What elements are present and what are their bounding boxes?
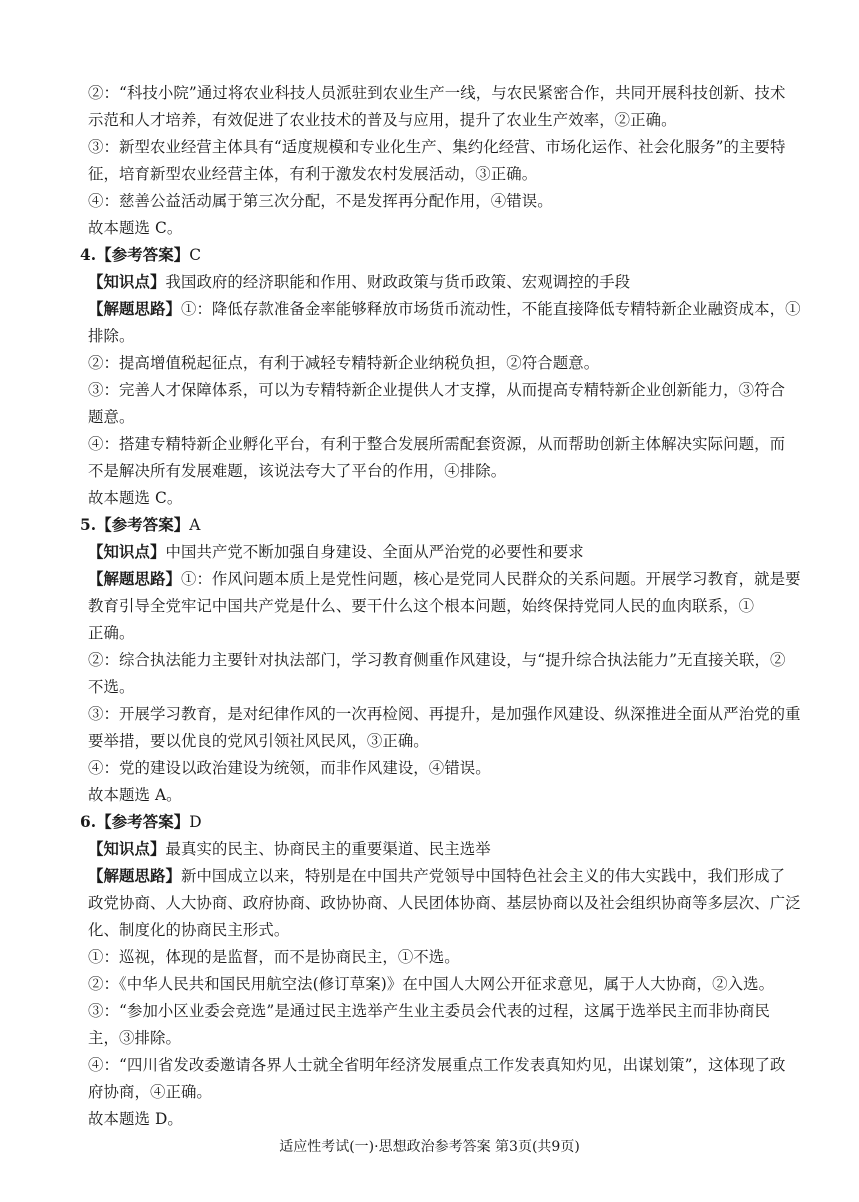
section-label: 【知识点】 — [88, 840, 166, 858]
text-line — [88, 785, 182, 805]
question-heading — [80, 245, 201, 265]
text-line — [88, 596, 754, 616]
text-line — [88, 407, 134, 427]
text-line — [88, 569, 801, 589]
label-text: 最真实的民主、协商民主的重要渠道、民主选举 — [165, 840, 491, 858]
text-line — [88, 218, 182, 238]
label-text: ①：降低存款准备金率能够释放市场货币流动性，不能直接降低专精特新企业融资成本，① — [180, 300, 801, 318]
text-line — [88, 650, 786, 670]
section-label: 【参考答案】 — [96, 516, 190, 534]
body-text: ②：《中华人民共和国民用航空法(修订草案)》在中国人大网公开征求意见，属于人大协商，②入选。 — [88, 975, 775, 993]
text-line — [88, 272, 630, 292]
label-text: 我国政府的经济职能和作用、财政政策与货币政策、宏观调控的手段 — [165, 273, 631, 291]
label-text: C — [189, 246, 202, 264]
body-text: ①：巡视，体现的是监督，而不是协商民主，①不选。 — [88, 948, 460, 966]
body-text: ③：“参加小区业委会竞选”是通过民主选举产生业主委员会代表的过程，这属于选举民主而非协商民 — [88, 1002, 771, 1020]
text-line — [88, 434, 785, 454]
text-line — [88, 758, 491, 778]
text-line — [88, 191, 553, 211]
body-text: 征，培育新型农业经营主体，有利于激发农村发展活动，③正确。 — [88, 165, 538, 183]
body-text: 政党协商、人大协商、政府协商、政协协商、人民团体协商、基层协商以及社会组织协商等多层次、广泛 — [88, 894, 801, 912]
text-line — [88, 164, 537, 184]
body-text: 故本题选 C。 — [88, 219, 183, 237]
text-line — [88, 1082, 212, 1102]
section-label: 【解题思路】 — [88, 867, 181, 885]
section-label: 【参考答案】 — [96, 813, 190, 831]
text-line — [88, 677, 134, 697]
body-text: 主，③排除。 — [88, 1029, 181, 1047]
question-number: 4. — [80, 246, 97, 264]
body-text: 化、制度化的协商民主形式。 — [88, 921, 290, 939]
body-text: 府协商，④正确。 — [88, 1083, 212, 1101]
text-line — [88, 110, 677, 130]
body-text: 题意。 — [88, 408, 135, 426]
section-label: 【参考答案】 — [96, 246, 190, 264]
text-line — [88, 623, 134, 643]
body-text: ④：搭建专精特新企业孵化平台，有利于整合发展所需配套资源，从而帮助创新主体解决实际问题，而 — [88, 435, 786, 453]
body-text: 示范和人才培养，有效促进了农业技术的普及与应用，提升了农业生产效率，②正确。 — [88, 111, 677, 129]
text-line — [88, 1055, 786, 1075]
text-line — [88, 326, 134, 346]
text-line — [88, 1028, 181, 1048]
body-text: ④：“四川省发改委邀请各界人士就全省明年经济发展重点工作发表真知灼见，出谋划策”，这体现了政 — [88, 1056, 786, 1074]
section-label: 【解题思路】 — [88, 300, 181, 318]
body-text: ③：完善人才保障体系，可以为专精特新企业提供人才支撑，从而提高专精特新企业创新能力，③符合 — [88, 381, 786, 399]
body-text: 故本题选 A。 — [88, 786, 182, 804]
body-text: 不是解决所有发展难题，该说法夸大了平台的作用，④排除。 — [88, 462, 507, 480]
body-text: 要举措，要以优良的党风引领社风民风，③正确。 — [88, 732, 429, 750]
text-line — [88, 893, 801, 913]
body-text: 教育引导全党牢记中国共产党是什么、要干什么这个根本问题，始终保持党同人民的血肉联系，① — [88, 597, 755, 615]
body-text: ②：提高增值税起征点，有利于减轻专精特新企业纳税负担，②符合题意。 — [88, 354, 600, 372]
text-line — [88, 83, 786, 103]
text-line — [88, 461, 506, 481]
label-text: 中国共产党不断加强自身建设、全面从严治党的必要性和要求 — [165, 543, 584, 561]
body-text: 故本题选 D。 — [88, 1110, 183, 1128]
body-text: ③：新型农业经营主体具有“适度规模和专业化生产、集约化经营、市场化运作、社会化服务”的主要特 — [88, 138, 786, 156]
text-line — [88, 488, 182, 508]
question-heading — [80, 812, 202, 832]
label-text: ①：作风问题本质上是党性问题，核心是党同人民群众的关系问题。开展学习教育，就是要 — [180, 570, 801, 588]
page-footer: 适应性考试(一)·思想政治参考答案 第3页(共9页) — [279, 1139, 580, 1155]
body-text: 排除。 — [88, 327, 135, 345]
text-line — [88, 542, 584, 562]
label-text: D — [189, 813, 202, 831]
text-line — [88, 704, 801, 724]
text-line — [88, 920, 289, 940]
label-text: A — [189, 516, 201, 534]
body-text: ④：党的建设以政治建设为统领，而非作风建设，④错误。 — [88, 759, 491, 777]
section-label: 【知识点】 — [88, 543, 166, 561]
text-line — [88, 137, 786, 157]
section-label: 【解题思路】 — [88, 570, 181, 588]
text-line — [88, 1001, 770, 1021]
question-number: 6. — [80, 813, 97, 831]
text-line — [88, 1109, 183, 1129]
text-line — [88, 947, 460, 967]
question-number: 5. — [80, 516, 97, 534]
text-line — [88, 731, 429, 751]
section-label: 【知识点】 — [88, 273, 166, 291]
text-line — [88, 866, 785, 886]
body-text: ④：慈善公益活动属于第三次分配，不是发挥再分配作用，④错误。 — [88, 192, 553, 210]
body-text: ②：“科技小院”通过将农业科技人员派驻到农业生产一线，与农民紧密合作，共同开展科技创新、技术 — [88, 84, 786, 102]
text-line — [88, 380, 785, 400]
body-text: ②：综合执法能力主要针对执法部门，学习教育侧重作风建设，与“提升综合执法能力”无直接关联，② — [88, 651, 786, 669]
text-line — [88, 299, 801, 319]
label-text: 新中国成立以来，特别是在中国共产党领导中国特色社会主义的伟大实践中，我们形成了 — [180, 867, 786, 885]
question-heading — [80, 515, 200, 535]
text-line — [88, 353, 599, 373]
body-text: 不选。 — [88, 678, 135, 696]
body-text: 故本题选 C。 — [88, 489, 183, 507]
text-line — [88, 839, 491, 859]
text-line — [88, 974, 774, 994]
body-text: ③：开展学习教育，是对纪律作风的一次再检阅、再提升，是加强作风建设、纵深推进全面从严治党的重 — [88, 705, 801, 723]
body-text: 正确。 — [88, 624, 135, 642]
